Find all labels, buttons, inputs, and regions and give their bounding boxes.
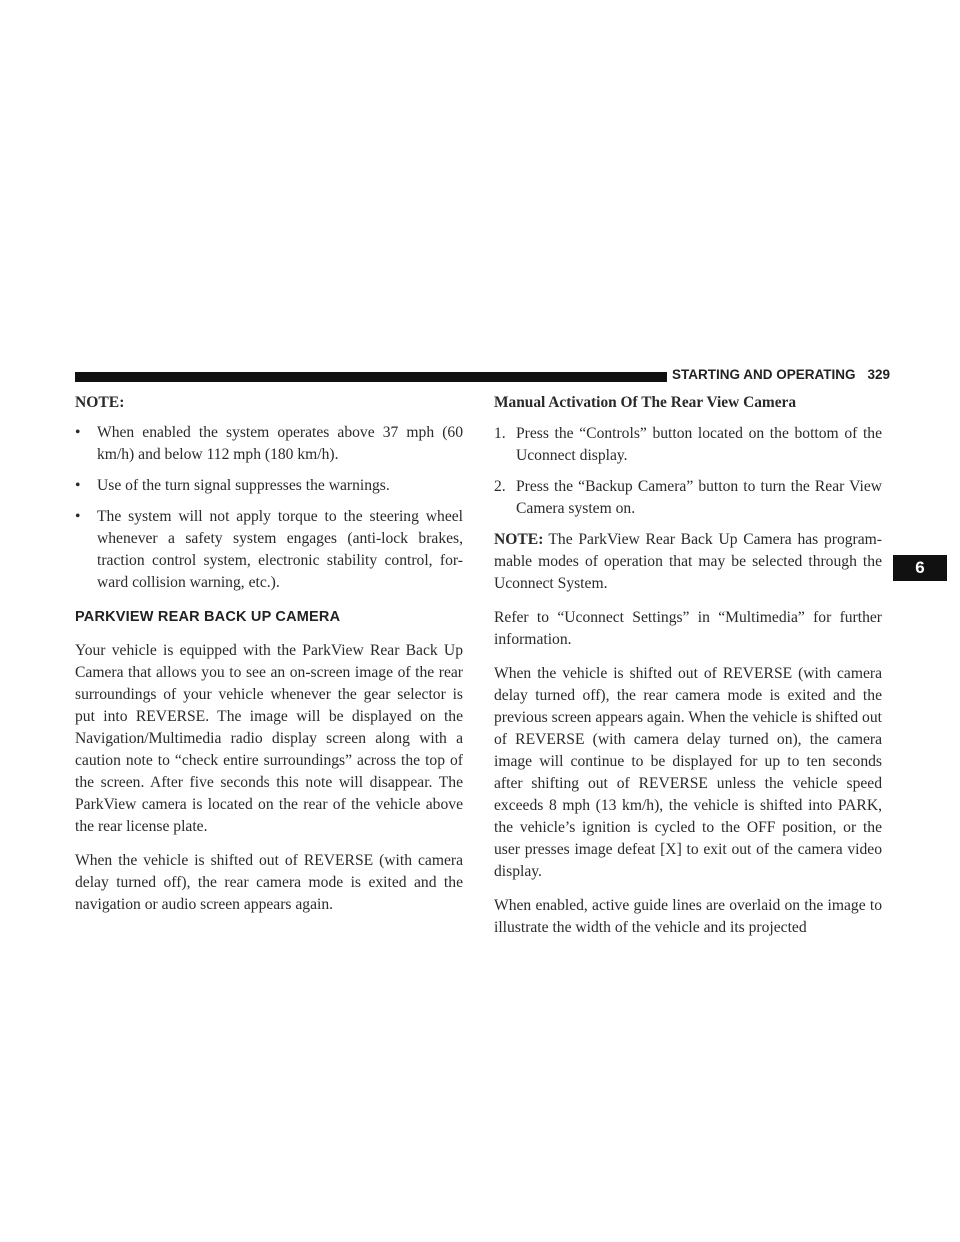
step-text: Press the “Backup Camera” button to turn the Rear View Camera system on. — [516, 478, 882, 517]
section-title: PARKVIEW REAR BACK UP CAMERA — [75, 609, 341, 625]
note-text: The ParkView Rear Back Up Camera has program-mable modes of operation that may be selected through the Uconnect System. — [494, 531, 882, 592]
subsection-title: Manual Activation Of The Rear View Camera — [494, 394, 797, 411]
step-text: Press the “Controls” button located on the bottom of the Uconnect display. — [516, 425, 882, 464]
bullet-text: When enabled the system operates above 37 mph (60 km/h) and below 112 mph (180 km/h). — [97, 424, 463, 463]
step-number: 2. — [494, 478, 506, 495]
note-label: NOTE: — [494, 531, 544, 548]
header-rule — [75, 372, 667, 382]
bullet-symbol: • — [75, 424, 81, 441]
note-paragraph — [494, 529, 882, 595]
step-item — [494, 476, 882, 520]
bullet-item — [75, 422, 463, 466]
bullet-item — [75, 475, 463, 497]
paragraph: Refer to “Uconnect Settings” in “Multimedia” for further information. — [494, 609, 882, 648]
section-name: STARTING AND OPERATING — [672, 367, 856, 382]
paragraph: When the vehicle is shifted out of REVERSE (with camera delay turned off), the rear camera mode is exited and the previous screen appears again. When the vehicle is shifted out of REVERSE (with camera delay turned on), the camera image will continue to be displayed for up to ten seconds after shifting out of REVERSE unless the vehicle speed exceeds 8 mph (13 km/h), the vehicle is shifted into PARK, the vehicle’s ignition is cycled to the OFF position, or the user presses image defeat [X] to exit out of the camera video display. — [494, 665, 882, 880]
paragraph: When the vehicle is shifted out of REVERSE (with camera delay turned off), the rear camera mode is exited and the navigation or audio screen appears again. — [75, 852, 463, 913]
running-header — [672, 367, 890, 382]
bullet-text: The system will not apply torque to the steering wheel whenever a safety system engages (anti-lock brakes, traction control system, electronic stability control, for-ward collision warning, etc.). — [97, 508, 463, 591]
bullet-symbol: • — [75, 508, 81, 525]
step-number: 1. — [494, 425, 506, 442]
chapter-tab: 6 — [893, 555, 947, 581]
page-number: 329 — [867, 367, 891, 382]
left-column — [75, 392, 463, 928]
bullet-symbol: • — [75, 477, 81, 494]
paragraph: Your vehicle is equipped with the ParkView Rear Back Up Camera that allows you to see an on-screen image of the rear surroundings of your vehicle whenever the gear selector is put into REVERSE. The image will be displayed on the Navigation/Multimedia radio display screen along with a caution note to “check entire surroundings” across the top of the screen. After five seconds this note will disappear. The ParkView camera is located on the rear of the vehicle above the rear license plate. — [75, 642, 463, 835]
note-label: NOTE: — [75, 394, 125, 411]
paragraph: When enabled, active guide lines are overlaid on the image to illustrate the width of the vehicle and its projected — [494, 897, 882, 936]
bullet-item — [75, 506, 463, 594]
bullet-text: Use of the turn signal suppresses the warnings. — [97, 477, 390, 494]
right-column — [494, 392, 882, 951]
step-item — [494, 423, 882, 467]
